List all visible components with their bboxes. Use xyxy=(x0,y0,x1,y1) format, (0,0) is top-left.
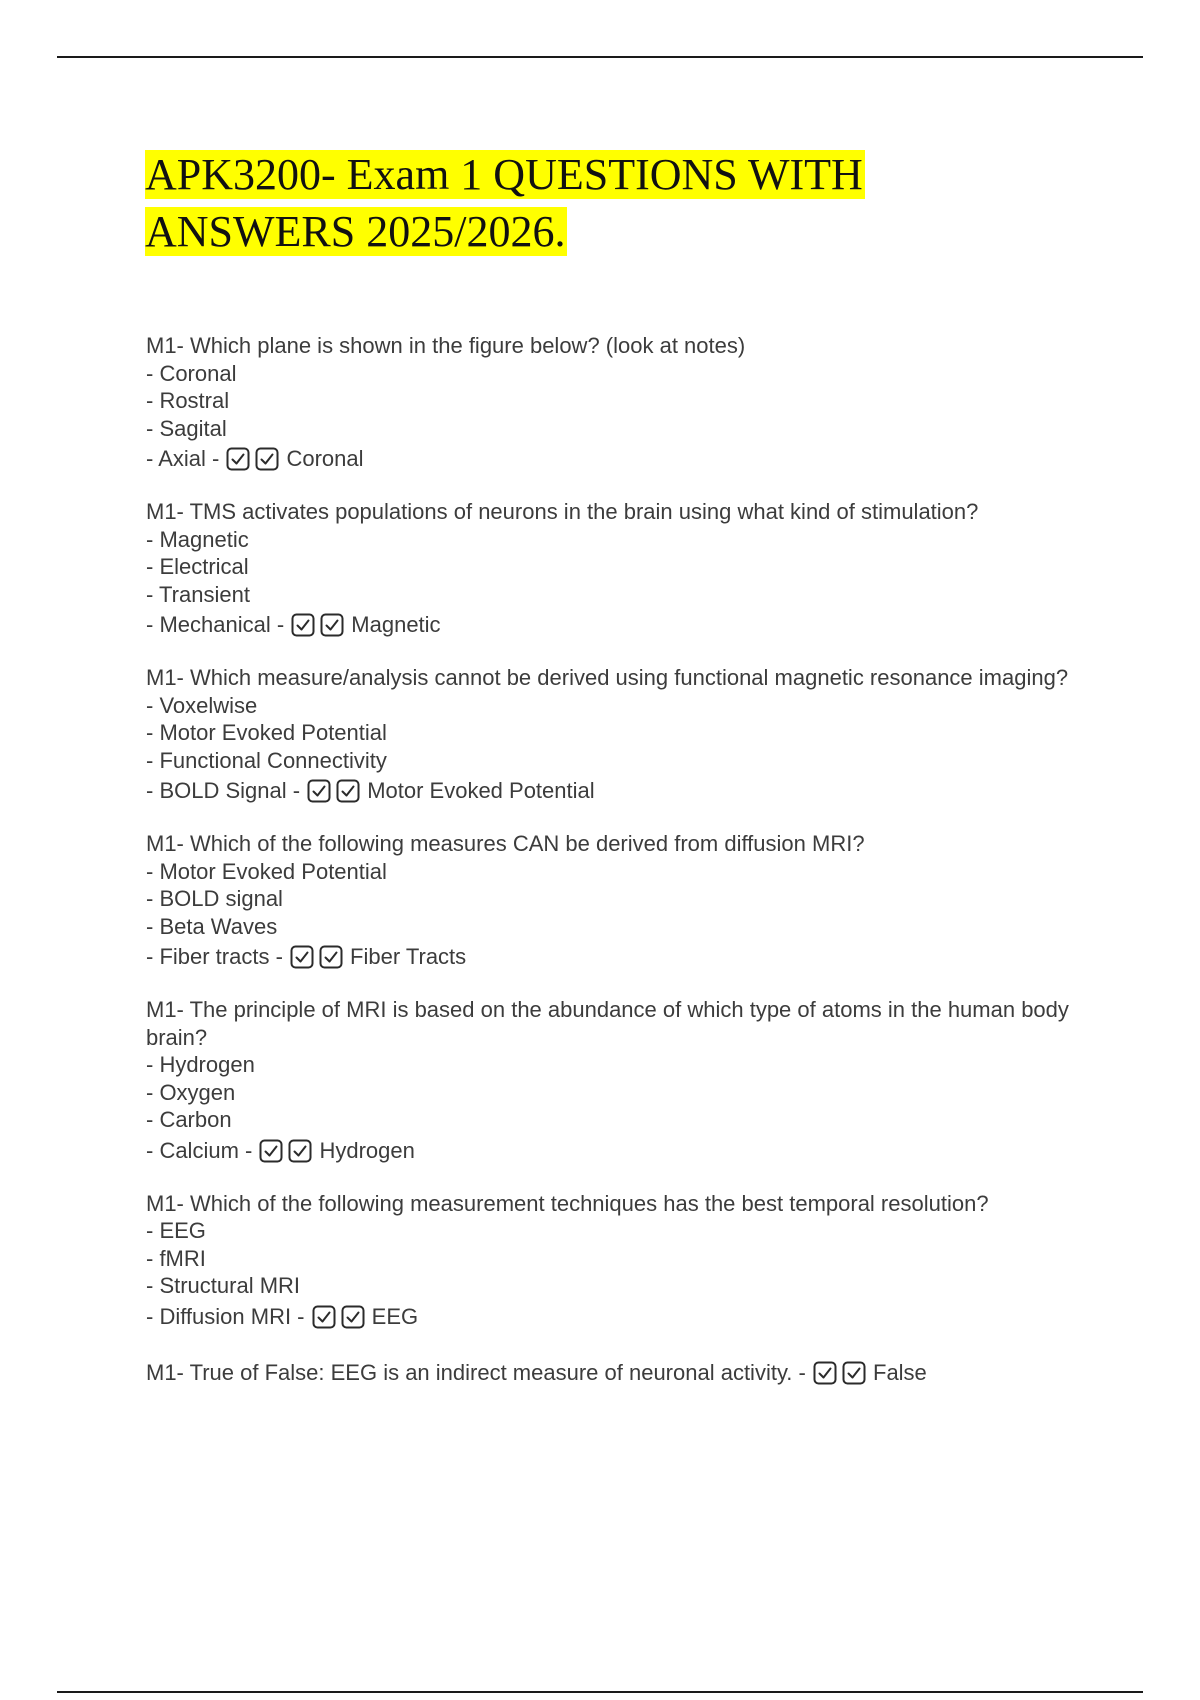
answer-option: - Structural MRI xyxy=(146,1273,301,1298)
answer-option: - Motor Evoked Potential xyxy=(146,858,387,884)
question-list xyxy=(146,332,1106,1389)
question-block xyxy=(146,664,1106,807)
checkbox-checked-icon xyxy=(318,944,344,970)
answer-option: - EEG xyxy=(146,1218,206,1243)
answer-line xyxy=(146,442,1106,475)
question-text: M1- True of False: EEG is an indirect measure of neuronal activity. - xyxy=(146,1359,806,1385)
answer-option: - Coronal xyxy=(146,360,237,386)
top-rule xyxy=(57,56,1143,58)
answer-option: - Motor Evoked Potential xyxy=(146,720,387,745)
checkbox-checked-icon xyxy=(306,778,332,804)
checkbox-checked-icon xyxy=(225,446,251,472)
question-block xyxy=(146,332,1106,475)
question-spacer xyxy=(146,475,1106,498)
question-spacer xyxy=(146,1167,1106,1190)
answer-option: - Beta Waves xyxy=(146,913,278,939)
title-highlight xyxy=(145,150,865,256)
answer-line xyxy=(146,1356,1106,1389)
question-text: M1- Which of the following measures CAN be derived from diffusion MRI? xyxy=(146,831,865,856)
question-text: M1- TMS activates populations of neurons in the brain using what kind of stimulation? xyxy=(146,499,979,524)
document-title xyxy=(145,146,1045,260)
question-block xyxy=(146,498,1106,641)
answer-line xyxy=(146,774,1106,807)
answer-line xyxy=(146,608,1106,641)
answer-option-last: - Mechanical - xyxy=(146,612,285,637)
question-text: M1- Which plane is shown in the figure below? (look at notes) xyxy=(146,333,746,358)
answer-line xyxy=(146,1134,1106,1167)
answer-option: - Voxelwise xyxy=(146,692,258,718)
checkbox-checked-icon xyxy=(812,1360,838,1386)
correct-answer: Motor Evoked Potential xyxy=(367,778,595,803)
correct-answer: False xyxy=(873,1359,927,1385)
answer-option: - Magnetic xyxy=(146,526,249,552)
answer-option: - Sagital xyxy=(146,415,227,441)
correct-answer: Coronal xyxy=(286,446,364,471)
question-text: M1- The principle of MRI is based on the abundance of which type of atoms in the human body brain? xyxy=(146,997,1069,1050)
answer-option: - Carbon xyxy=(146,1107,232,1132)
question-spacer xyxy=(146,641,1106,664)
question-block xyxy=(146,1190,1106,1333)
title-line-2: ANSWERS 2025/2026. xyxy=(145,207,566,256)
question-text: M1- Which measure/analysis cannot be derived using functional magnetic resonance imaging? xyxy=(146,665,1069,690)
answer-option: - Rostral xyxy=(146,388,230,413)
question-block xyxy=(146,1356,1106,1389)
bottom-rule xyxy=(57,1691,1143,1693)
answer-option: - Oxygen xyxy=(146,1079,236,1105)
answer-option-last: - Fiber tracts - xyxy=(146,944,283,969)
answer-option-last: - BOLD Signal - xyxy=(146,778,301,803)
checkbox-checked-icon xyxy=(335,778,361,804)
checkbox-checked-icon xyxy=(311,1304,337,1330)
question-block xyxy=(146,830,1106,973)
correct-answer: Fiber Tracts xyxy=(350,944,467,969)
answer-option: - fMRI xyxy=(146,1245,206,1271)
question-spacer xyxy=(146,973,1106,996)
checkbox-checked-icon xyxy=(841,1360,867,1386)
answer-line xyxy=(146,1300,1106,1333)
answer-option: - Hydrogen xyxy=(146,1052,255,1077)
title-line-1: APK3200- Exam 1 QUESTIONS WITH xyxy=(145,150,863,199)
answer-option-last: - Calcium - xyxy=(146,1137,253,1163)
question-spacer xyxy=(146,1333,1106,1356)
answer-line xyxy=(146,940,1106,973)
answer-option: - Electrical xyxy=(146,554,249,579)
answer-option: - Transient xyxy=(146,581,250,607)
answer-option: - BOLD signal xyxy=(146,886,283,911)
checkbox-checked-icon xyxy=(319,612,345,638)
correct-answer: Hydrogen xyxy=(319,1137,415,1163)
question-text: M1- Which of the following measurement techniques has the best temporal resolution? xyxy=(146,1190,989,1216)
checkbox-checked-icon xyxy=(258,1138,284,1164)
answer-option: - Functional Connectivity xyxy=(146,747,387,773)
checkbox-checked-icon xyxy=(340,1304,366,1330)
checkbox-checked-icon xyxy=(290,612,316,638)
correct-answer: Magnetic xyxy=(351,612,441,637)
question-block xyxy=(146,996,1106,1167)
checkbox-checked-icon xyxy=(289,944,315,970)
answer-option-last: - Axial - xyxy=(146,446,220,471)
checkbox-checked-icon xyxy=(254,446,280,472)
checkbox-checked-icon xyxy=(287,1138,313,1164)
answer-option-last: - Diffusion MRI - xyxy=(146,1303,305,1329)
correct-answer: EEG xyxy=(371,1303,419,1329)
question-spacer xyxy=(146,807,1106,830)
